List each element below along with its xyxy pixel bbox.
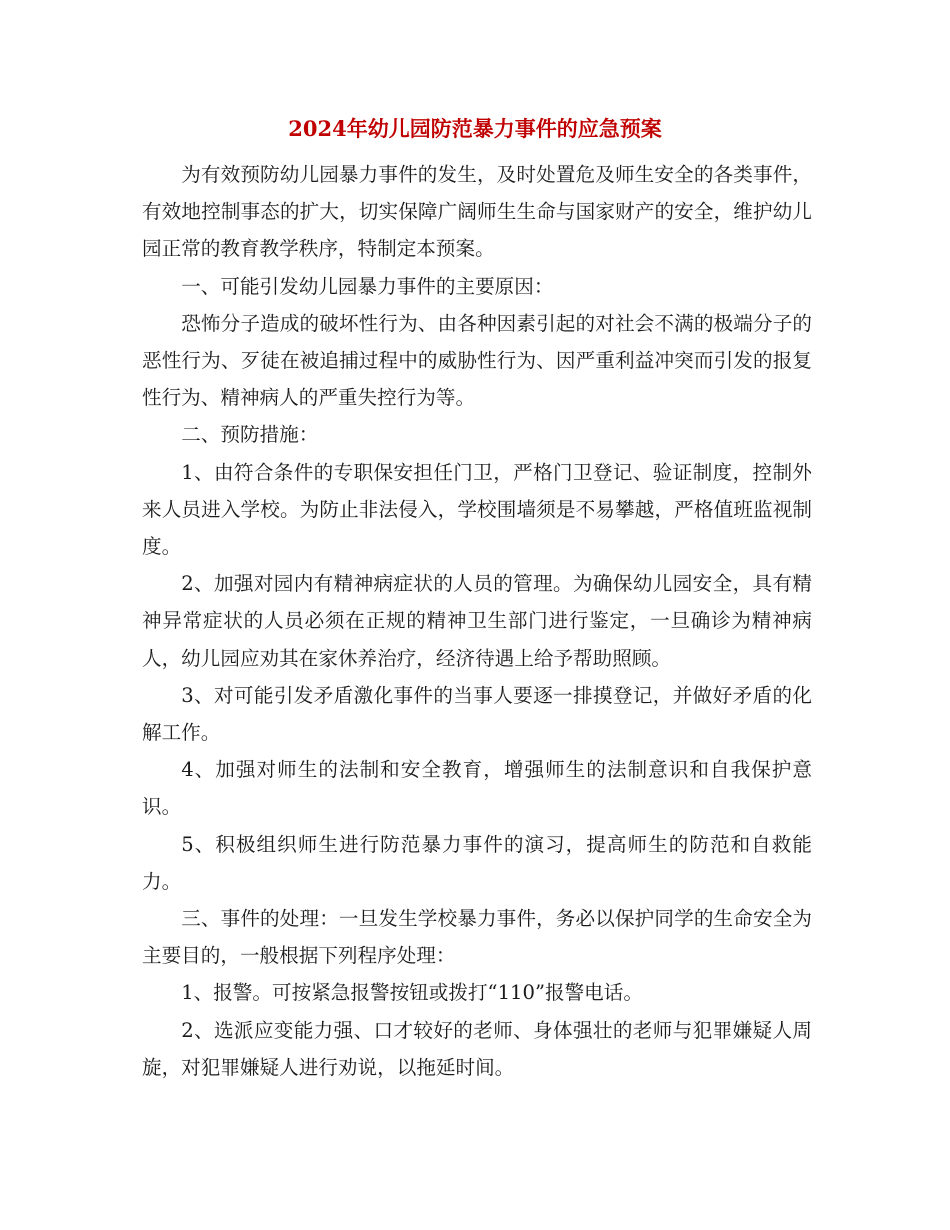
list-item-handling-1: 1、报警。可按紧急报警按钮或拨打“110”报警电话。 [181, 981, 643, 1005]
list-item-prevention-5: 5、积极组织师生进行防范暴力事件的演习，提高师生的防范和自救能力。 [142, 832, 812, 893]
section-heading-prevention: 二、预防措施： [181, 423, 319, 447]
section-heading-causes: 一、可能引发幼儿园暴力事件的主要原因： [181, 274, 554, 298]
document-body [142, 156, 812, 1086]
paragraph-intro: 为有效预防幼儿园暴力事件的发生，及时处置危及师生安全的各类事件，有效地控制事态的扩大，切实保障广阔师生生命与国家财产的安全，维护幼儿园正常的教育教学秩序，特制定本预案。 [142, 163, 812, 261]
paragraph-causes: 恐怖分子造成的破坏性行为、由各种因素引起的对社会不满的极端分子的恶性行为、歹徒在被追捕过程中的威胁性行为、因严重利益冲突而引发的报复性行为、精神病人的严重失控行为等。 [142, 311, 812, 410]
list-item-prevention-1: 1、由符合条件的专职保安担任门卫，严格门卫登记、验证制度，控制外来人员进入学校。为防止非法侵入，学校围墙须是不易攀越，严格值班监视制度。 [142, 460, 812, 559]
list-item-prevention-3: 3、对可能引发矛盾激化事件的当事人要逐一排摸登记，并做好矛盾的化解工作。 [142, 683, 812, 745]
list-item-handling-2: 2、选派应变能力强、口才较好的老师、身体强壮的老师与犯罪嫌疑人周旋，对犯罪嫌疑人进行劝说，以拖延时间。 [142, 1018, 812, 1079]
section-heading-handling: 三、事件的处理：一旦发生学校暴力事件，务必以保护同学的生命安全为主要目的，一般根据下列程序处理： [142, 907, 812, 968]
list-item-prevention-2: 2、加强对园内有精神病症状的人员的管理。为确保幼儿园安全，具有精神异常症状的人员必须在正规的精神卫生部门进行鉴定，一旦确诊为精神病人，幼儿园应劝其在家休养治疗，经济待遇上给予帮助照顾。 [142, 572, 812, 670]
list-item-prevention-4: 4、加强对师生的法制和安全教育，增强师生的法制意识和自我保护意识。 [142, 758, 812, 819]
document-title: 2024年幼儿园防范暴力事件的应急预案 [288, 116, 662, 141]
